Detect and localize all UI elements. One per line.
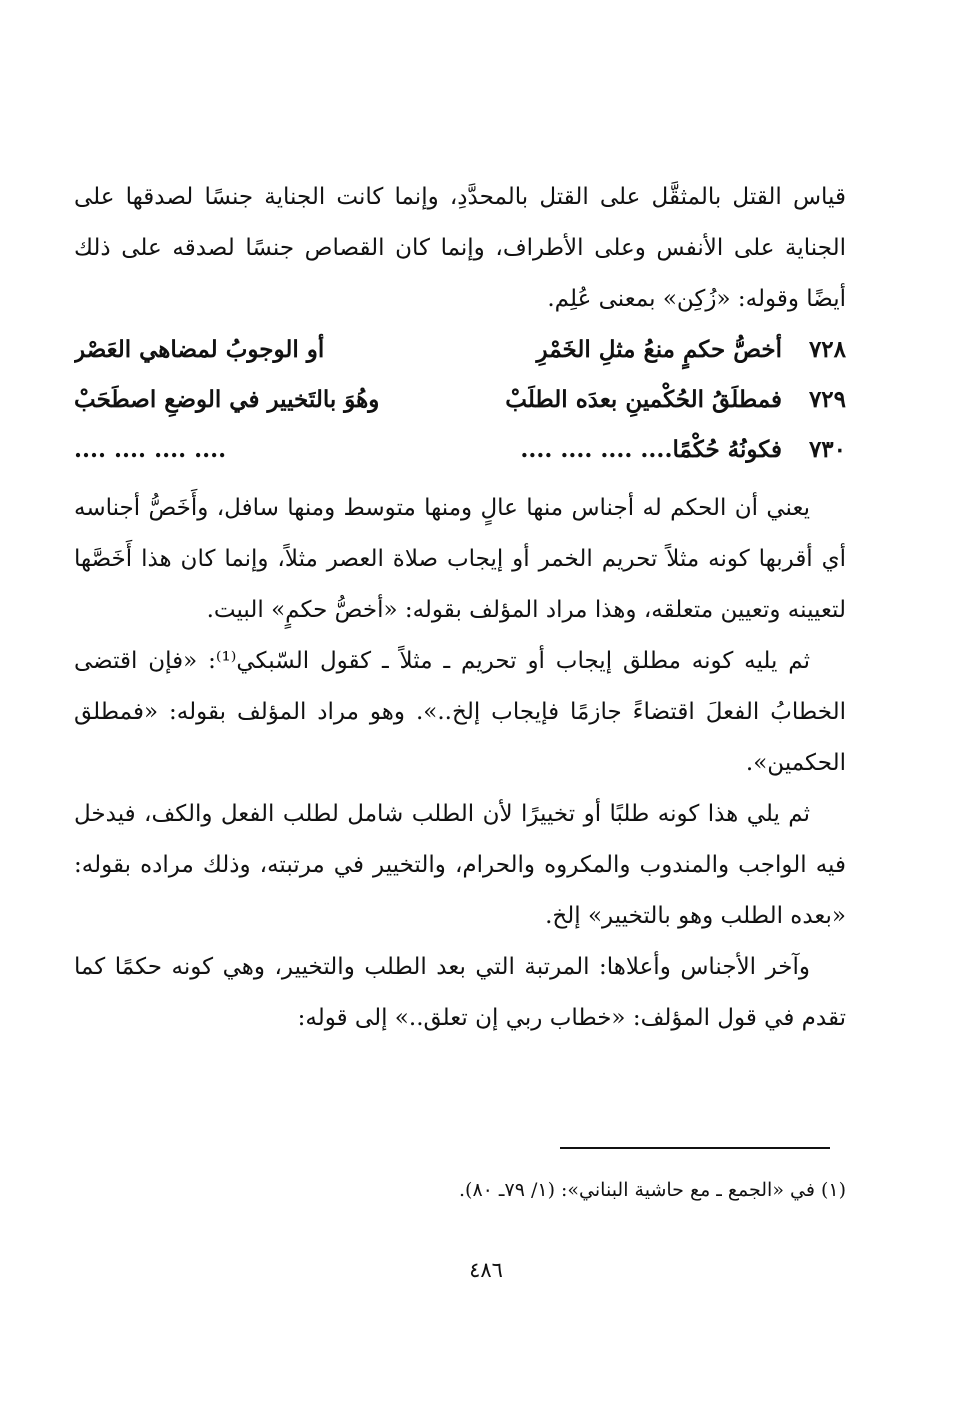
paragraph-genera: يعني أن الحكم له أجناس منها عالٍ ومنها متوسط ومنها سافل، وأَخَصُّ أجناسه أي أقربها كونه مثلاً تحريم الخمر أو إيجاب صلاة العصر مثلاً، وإنما كان هذا أَخَصَّها لتعيينه وتعيين متعلقه، وهذا مراد المؤلف بقوله: «أخصُّ حكمٍ» البيت. xyxy=(74,495,846,623)
verse-729 xyxy=(74,375,846,425)
footnote-divider xyxy=(560,1147,830,1149)
page-body xyxy=(74,172,846,1044)
verse-first-hemistich: فمطلَقُ الحُكْمينِ بعدَه الطلَبْ xyxy=(505,386,782,413)
page-number: ٤٨٦ xyxy=(469,1258,503,1282)
verse-second-hemistich: أو الوجوبُ لمضاهي العَصْر xyxy=(74,336,325,363)
verse-number: ٧٣٠ xyxy=(808,436,846,463)
paragraph-intro: قياس القتل بالمثقَّل على القتل بالمحدَّدِ، وإنما كانت الجناية جنسًا لصدقها على الجناية على الأنفس وعلى الأطراف، وإنما كان القصاص جنسًا لصدقه على ذلك أيضًا وقوله: «زُكِن» بمعنى عُلِم. xyxy=(74,184,846,312)
paragraph-talab: ثم يلي هذا كونه طلبًا أو تخييرًا لأن الطلب شامل لطلب الفعل والكف، فيدخل فيه الواجب والمندوب والمكروه والحرام، والتخيير في مرتبته، وذلك مراده بقوله: «بعده الطلب وهو بالتخيير» إلخ. xyxy=(74,801,846,929)
verse-block xyxy=(74,325,846,475)
verse-first-hemistich: فكونُهُ حُكْمًا.... .... .... .... xyxy=(520,436,782,463)
verse-second-hemistich: .... .... .... .... xyxy=(74,436,227,463)
verse-number: ٧٢٨ xyxy=(808,336,846,363)
paragraph-subki: ثم يليه كونه مطلق إيجاب أو تحريم ـ مثلاً ـ كقول السّبكي⁽¹⁾: «فإن اقتضى الخطابُ الفعلَ اقتضاءً جازمًا فإيجاب إلخ..». وهو مراد المؤلف بقوله: «فمطلق الحكمين». xyxy=(74,648,846,776)
paragraph-highest: وآخر الأجناس وأعلاها: المرتبة التي بعد الطلب والتخيير، وهي كونه حكمًا كما تقدم في قول المؤلف: «خطاب ربي إن تعلق..» إلى قوله: xyxy=(74,954,846,1031)
verse-728 xyxy=(74,325,846,375)
verse-first-hemistich: أخصُّ حكمٍ منعُ مثلِ الخَمْرِ xyxy=(536,336,782,363)
footnote: (١) في «الجمع ـ مع حاشية البناني»: (١/ ٧٩ـ ٨٠). xyxy=(459,1179,846,1201)
verse-number: ٧٢٩ xyxy=(808,386,846,413)
verse-second-hemistich: وهُوَ بالتَخيير في الوضعِ اصطَحَبْ xyxy=(74,386,380,413)
verse-730 xyxy=(74,425,846,475)
